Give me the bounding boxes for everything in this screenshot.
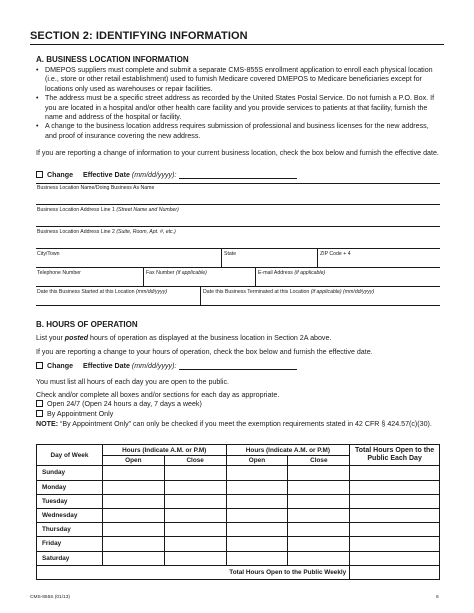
hours-cell[interactable]: [288, 494, 350, 508]
page-number: 6: [436, 595, 439, 600]
date-terminated-label: [203, 289, 374, 295]
hours-change-row: [36, 362, 297, 370]
hours-cell[interactable]: [164, 523, 226, 537]
field-rule: [36, 226, 440, 227]
location-change-row: [36, 171, 297, 179]
hours-cell[interactable]: [102, 523, 164, 537]
day-label: Monday: [37, 480, 103, 494]
hours-list-instruction: [36, 334, 440, 343]
hours-cell[interactable]: [226, 551, 288, 565]
date-started-label: [37, 289, 167, 295]
hours-cell[interactable]: [226, 480, 288, 494]
hours-header-2: [226, 445, 350, 456]
day-label: Thursday: [37, 523, 103, 537]
by-appointment-label: By Appointment Only: [47, 410, 114, 418]
hours-table: [36, 444, 440, 580]
open-247-checkbox[interactable]: [36, 400, 43, 407]
hours-hint: (Indicate A.M. or P.M): [142, 446, 207, 454]
hours-cell[interactable]: [164, 466, 226, 480]
hours-cell[interactable]: [164, 480, 226, 494]
total-cell[interactable]: [350, 466, 440, 480]
fax-main: Fax Number: [146, 270, 175, 276]
hours-heading: B. HOURS OF OPERATION: [36, 320, 138, 329]
fax-label: [146, 270, 207, 276]
location-change-checkbox[interactable]: [36, 171, 43, 178]
fax-hint: (if applicable): [176, 270, 207, 276]
weekly-total-label: Total Hours Open to the Public Weekly: [37, 565, 350, 579]
by-appointment-row: [36, 410, 113, 418]
bullet-item: • The address must be a specific street address as recorded by the United States Postal Service. Do not furnish a P.O. Box. If you are located in a hospital and/or other health care facility and you provide services to patients at that facility, furnish the name and address of the hospital or facility.: [36, 94, 440, 122]
address-line1-main: Business Location Address Line 1: [37, 207, 115, 213]
email-label: [258, 270, 325, 276]
field-rule: [36, 204, 440, 205]
hours-cell[interactable]: [164, 537, 226, 551]
hours-cell[interactable]: [102, 508, 164, 522]
total-cell[interactable]: [350, 494, 440, 508]
hours-cell[interactable]: [288, 480, 350, 494]
email-hint: (if applicable): [294, 270, 326, 276]
hours-cell[interactable]: [226, 523, 288, 537]
total-cell[interactable]: [350, 537, 440, 551]
hours-cell[interactable]: [226, 494, 288, 508]
day-of-week-header: Day of Week: [37, 445, 103, 466]
hours-cell[interactable]: [288, 466, 350, 480]
total-cell[interactable]: [350, 551, 440, 565]
business-location-bullets: [36, 66, 440, 141]
field-rule: [36, 305, 440, 306]
open-header: Open: [102, 456, 164, 466]
address-line2-main: Business Location Address Line 2: [37, 229, 115, 235]
hours-cell[interactable]: [102, 537, 164, 551]
hours-cell[interactable]: [164, 494, 226, 508]
hours-label: Hours: [122, 446, 141, 454]
day-label: Tuesday: [37, 494, 103, 508]
day-label: Wednesday: [37, 508, 103, 522]
address-line2-label: [37, 229, 176, 235]
hours-cell[interactable]: [226, 537, 288, 551]
hours-cell[interactable]: [102, 480, 164, 494]
location-effective-date-input[interactable]: [179, 171, 297, 179]
field-rule: [36, 183, 440, 184]
city-label: City/Town: [37, 251, 60, 257]
date-started-hint: (mm/dd/yyyy): [135, 289, 168, 295]
total-cell[interactable]: [350, 523, 440, 537]
address-line2-hint: (Suite, Room, Apt. #, etc.): [116, 229, 176, 235]
effective-date-format: (mm/dd/yyyy):: [131, 362, 177, 370]
hours-cell[interactable]: [288, 523, 350, 537]
col-divider: [221, 248, 222, 267]
total-cell[interactable]: [350, 508, 440, 522]
day-label: Sunday: [37, 466, 103, 480]
state-label: State: [224, 251, 237, 257]
hours-header-1: [102, 445, 226, 456]
total-cell[interactable]: [350, 480, 440, 494]
hours-effective-date-input[interactable]: [179, 362, 297, 370]
section-title-rule: [30, 44, 444, 45]
change-label: Change: [47, 362, 74, 370]
effective-date-label: Effective Date: [83, 171, 130, 179]
field-rule: [36, 286, 440, 287]
change-label: Change: [47, 171, 74, 179]
field-rule: [36, 248, 440, 249]
hours-cell[interactable]: [102, 551, 164, 565]
hours-change-instructions: If you are reporting a change to your hours of operation, check the box below and furnish the effective date.: [36, 348, 373, 356]
col-divider: [317, 248, 318, 267]
date-started-main: Date this Business Started at this Location: [37, 289, 135, 295]
date-terminated-main: Date this Business Terminated at this Location: [203, 289, 310, 295]
zip-label: ZIP Code + 4: [320, 251, 351, 257]
hours-cell[interactable]: [164, 508, 226, 522]
open-header: Open: [226, 456, 288, 466]
field-rule: [36, 267, 440, 268]
hours-cell[interactable]: [164, 551, 226, 565]
bullet-item: • A change to the business location address requires submission of professional and business licenses for the new address, and proof of insurance covering the new address.: [36, 122, 440, 141]
phone-label: Telephone Number: [37, 270, 81, 276]
effective-date-format: (mm/dd/yyyy):: [131, 171, 177, 179]
address-line1-hint: (Street Name and Number): [116, 207, 179, 213]
open-247-row: [36, 400, 202, 408]
hours-cell[interactable]: [288, 551, 350, 565]
form-id: CMS-855S (01/13): [30, 595, 70, 600]
list-suffix: hours of operation as displayed at the business location in Section 2A above.: [88, 334, 332, 342]
check-all-text: Check and/or complete all boxes and/or sections for each day as appropriate.: [36, 391, 280, 399]
hours-cell[interactable]: [288, 508, 350, 522]
col-divider: [143, 267, 144, 286]
hours-cell[interactable]: [102, 494, 164, 508]
appointment-note: [36, 420, 440, 429]
open-247-label: Open 24/7 (Open 24 hours a day, 7 days a week): [47, 400, 202, 408]
hours-cell[interactable]: [288, 537, 350, 551]
weekly-total-cell[interactable]: [350, 565, 440, 579]
hours-cell[interactable]: [226, 466, 288, 480]
section-title: SECTION 2: IDENTIFYING INFORMATION: [30, 30, 248, 42]
hours-hint: (Indicate A.M. or P.M): [266, 446, 330, 454]
hours-change-checkbox[interactable]: [36, 362, 43, 369]
total-hours-day-header: Total Hours Open to the Public Each Day: [350, 445, 440, 466]
list-all-hours-text: You must list all hours of each day you are open to the public.: [36, 378, 229, 386]
business-location-heading: A. BUSINESS LOCATION INFORMATION: [36, 55, 189, 64]
address-line1-label: [37, 207, 179, 213]
date-terminated-hint: (if applicable) (mm/dd/yyyy): [310, 289, 375, 295]
by-appointment-checkbox[interactable]: [36, 410, 43, 417]
col-divider: [200, 286, 201, 305]
note-text: “By Appointment Only” can only be checked if you meet the exemption requirements stated in 42 CFR § 424.57(c)(30).: [58, 420, 432, 428]
bullet-item: • DMEPOS suppliers must complete and submit a separate CMS-855S enrollment application to enroll each physical location (i.e., store or other retail establishment) used to furnish Medicare covered DMEPOS to Medicare beneficiaries except for locations only used as warehouses or repair facilities.: [36, 66, 440, 94]
col-divider: [255, 267, 256, 286]
effective-date-label: Effective Date: [83, 362, 130, 370]
close-header: Close: [288, 456, 350, 466]
hours-label: Hours: [245, 446, 265, 454]
hours-cell[interactable]: [226, 508, 288, 522]
note-label: NOTE:: [36, 420, 59, 428]
business-name-label: Business Location Name/Doing Business As Name: [37, 185, 155, 191]
close-header: Close: [164, 456, 226, 466]
day-label: Saturday: [37, 551, 103, 565]
day-label: Friday: [37, 537, 103, 551]
location-change-instructions: If you are reporting a change of information to your current business location, check the box below and furnish the effective date.: [36, 149, 439, 157]
list-prefix: List your: [36, 334, 65, 342]
list-posted: posted: [64, 334, 89, 342]
email-main: E-mail Address: [258, 270, 293, 276]
hours-cell[interactable]: [102, 466, 164, 480]
